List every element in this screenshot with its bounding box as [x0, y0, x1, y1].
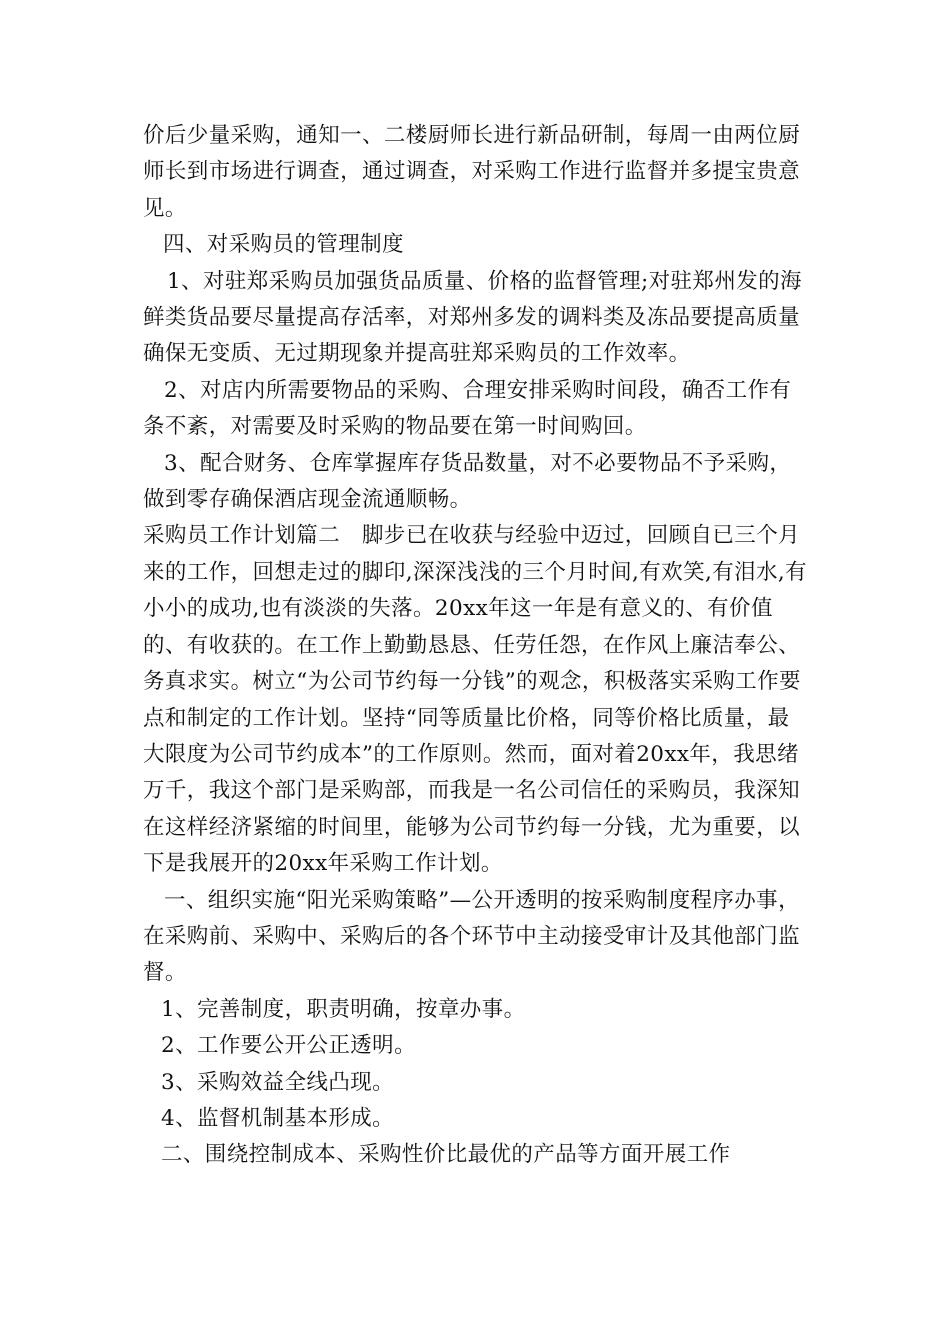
list-item-3-b: 3、采购效益全线凸现。: [161, 1069, 395, 1095]
list-item-1: 1、对驻郑采购员加强货品质量、价格的监督管理;对驻郑州发的海鲜类货品要尽量提高存活率，对郑州多发的调料类及冻品要提高质量确保无变质、无过期现象并提高驻郑采购员的工作效率。: [143, 268, 802, 367]
list-item-2-b: 2、工作要公开公正透明。: [161, 1033, 416, 1059]
paragraph-purchase-supervision: 价后少量采购，通知一、二楼厨师长进行新品研制，每周一由两位厨师长到市场进行调查，通过调查，对采购工作进行监督并多提宝贵意见。: [143, 123, 801, 221]
list-item-1-b: 1、完善制度，职责明确，按章办事。: [161, 996, 526, 1022]
list-item-2: 2、对店内所需要物品的采购、合理安排采购时间段，确否工作有条不紊，对需要及时采购的物品要在第一时间购回。: [143, 377, 792, 440]
heading-section-four: 四、对采购员的管理制度: [163, 232, 404, 258]
document-body: [143, 118, 811, 1174]
heading-section-one: 一、组织实施“阳光采购策略”—公开透明的按采购制度程序办事，在采购前、采购中、采购后的各个环节中主动接受审计及其他部门监督。: [143, 887, 801, 986]
list-item-3: 3、配合财务、仓库掌握库存货品数量，对不必要物品不予采购，做到零存确保酒店现金流通顺畅。: [143, 450, 792, 513]
paragraph-plan-two: 采购员工作计划篇二 脚步已在收获与经验中迈过，回顾自已三个月来的工作，回想走过的脚印,深深浅浅的三个月时间,有欢笑,有泪水,有小小的成功,也有淡淡的失落。20xx年这一年是有意义的、有价值的、有收获的。在工作上勤勤恳恳、任劳任怨，在作风上廉洁奉公、务真求实。树立“为公司节约每一分钱”的观念，积极落实采购工作要点和制定的工作计划。坚持“同等质量比价格，同等价格比质量，最大限度为公司节约成本”的工作原则。然而，面对着20xx年，我思绪万千，我这个部门是采购部，而我是一名公司信任的采购员，我深知在这样经济紧缩的时间里，能够为公司节约每一分钱，尤为重要，以下是我展开的20xx年采购工作计划。: [143, 523, 808, 877]
list-item-4-b: 4、监督机制基本形成。: [161, 1105, 395, 1131]
heading-section-two: 二、围绕控制成本、采购性价比最优的产品等方面开展工作: [161, 1142, 731, 1168]
